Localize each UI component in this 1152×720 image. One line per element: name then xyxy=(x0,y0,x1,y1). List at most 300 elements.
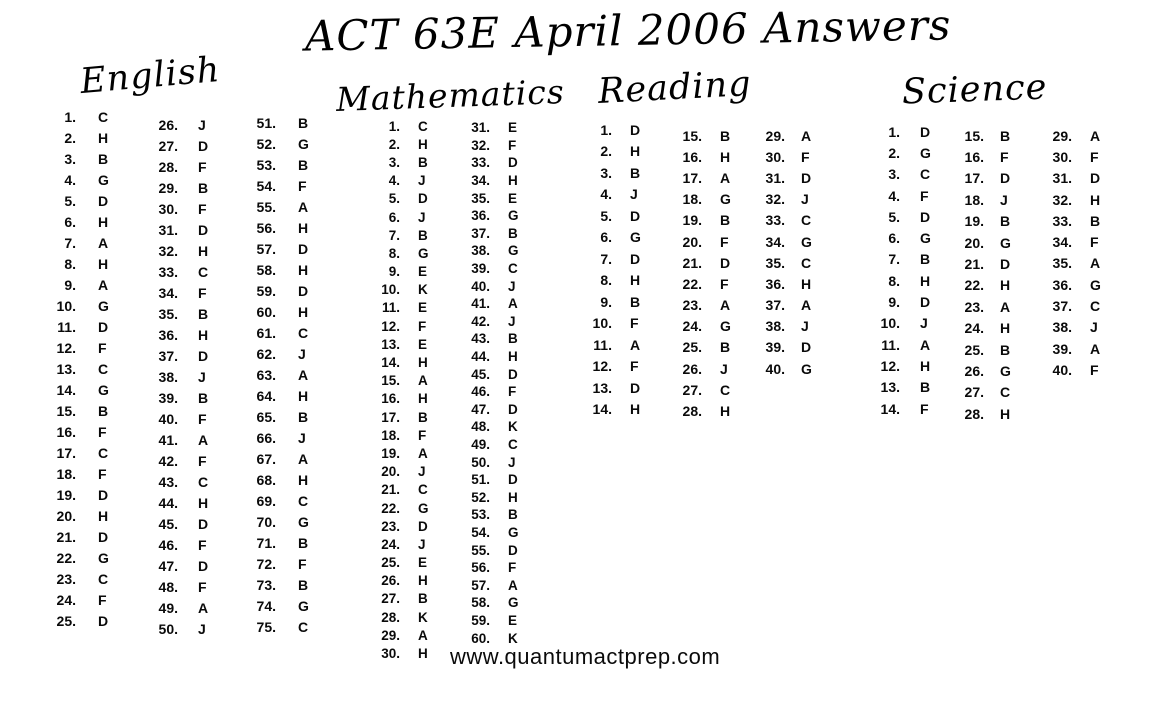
question-number: 50. xyxy=(471,454,490,470)
answer-letter: A xyxy=(418,373,428,389)
answer-letter: F xyxy=(508,137,517,153)
answer-letter: A xyxy=(720,169,731,186)
answer-row xyxy=(138,345,208,366)
answer-row xyxy=(944,253,1011,274)
answer-row xyxy=(860,206,931,227)
english-answers-column-2 xyxy=(138,114,208,639)
answer-letter: A xyxy=(98,276,109,293)
question-number: 44. xyxy=(471,349,490,365)
answer-letter: F xyxy=(198,284,207,301)
question-number: 18. xyxy=(964,191,984,208)
question-number: 57. xyxy=(256,240,276,257)
answer-letter: G xyxy=(98,549,109,566)
question-number: 5. xyxy=(888,208,900,225)
question-number: 3. xyxy=(388,154,400,170)
answer-letter: J xyxy=(508,313,516,329)
question-number: 24. xyxy=(381,536,400,552)
answer-row xyxy=(1032,274,1101,295)
answer-row xyxy=(138,114,208,135)
question-number: 27. xyxy=(964,384,984,401)
question-number: 15. xyxy=(381,373,400,389)
answer-row xyxy=(138,387,208,408)
question-number: 43. xyxy=(158,473,178,490)
answer-letter: C xyxy=(801,254,812,271)
question-number: 2. xyxy=(64,129,76,146)
question-number: 43. xyxy=(471,331,490,347)
answer-row xyxy=(450,401,519,419)
answer-letter: A xyxy=(508,577,518,593)
question-number: 60. xyxy=(471,630,490,646)
answer-letter: G xyxy=(720,191,731,208)
answer-letter: D xyxy=(418,191,428,207)
answer-row xyxy=(360,390,429,408)
answer-row xyxy=(360,372,429,390)
question-number: 6. xyxy=(388,209,400,225)
question-number: 12. xyxy=(381,318,400,334)
question-number: 48. xyxy=(471,419,490,435)
answer-letter: F xyxy=(720,275,729,292)
mathematics-answers-column-1 xyxy=(360,117,429,663)
question-number: 19. xyxy=(381,445,400,461)
answer-letter: C xyxy=(298,492,309,509)
answer-letter: J xyxy=(801,318,809,335)
answer-row xyxy=(662,337,731,358)
answer-row xyxy=(36,358,109,379)
answer-letter: G xyxy=(418,245,429,261)
question-number: 35. xyxy=(765,254,785,271)
answer-letter: H xyxy=(98,507,109,524)
question-number: 74. xyxy=(256,597,276,614)
question-number: 47. xyxy=(158,557,178,574)
answer-letter: B xyxy=(298,156,309,173)
answer-letter: B xyxy=(720,127,731,144)
answer-row xyxy=(36,463,109,484)
answer-row xyxy=(450,383,519,401)
question-number: 55. xyxy=(256,198,276,215)
answer-letter: F xyxy=(630,358,639,375)
answer-letter: F xyxy=(1000,149,1009,166)
answer-row xyxy=(1032,189,1101,210)
answer-row xyxy=(450,242,519,260)
answer-row xyxy=(1032,359,1101,380)
question-number: 21. xyxy=(964,256,984,273)
answer-letter: H xyxy=(1000,277,1011,294)
answer-letter: F xyxy=(98,465,107,482)
answer-row xyxy=(745,252,812,273)
answer-row xyxy=(36,484,109,505)
answer-letter: D xyxy=(630,250,641,267)
question-number: 36. xyxy=(158,326,178,343)
answer-letter: C xyxy=(801,212,812,229)
answer-letter: D xyxy=(920,208,931,225)
answer-row xyxy=(236,280,309,301)
question-number: 39. xyxy=(158,389,178,406)
question-number: 18. xyxy=(381,427,400,443)
answer-letter: D xyxy=(98,192,109,209)
answer-row xyxy=(572,356,641,378)
answer-letter: F xyxy=(98,591,107,608)
question-number: 73. xyxy=(256,576,276,593)
answer-row xyxy=(572,162,641,184)
question-number: 55. xyxy=(471,542,490,558)
answer-row xyxy=(662,316,731,337)
question-number: 25. xyxy=(682,339,702,356)
answer-letter: A xyxy=(98,234,109,251)
answer-row xyxy=(572,270,641,292)
science-answers-column-3 xyxy=(1032,125,1101,381)
question-number: 28. xyxy=(158,158,178,175)
question-number: 17. xyxy=(381,409,400,425)
answer-letter: G xyxy=(98,381,109,398)
answer-row xyxy=(450,524,519,542)
answer-row xyxy=(138,429,208,450)
answer-row xyxy=(572,377,641,399)
answer-row xyxy=(236,112,309,133)
answer-row xyxy=(360,117,429,135)
answer-letter: F xyxy=(198,410,207,427)
answer-row xyxy=(662,146,731,167)
answer-row xyxy=(360,590,429,608)
answer-row xyxy=(236,574,309,595)
answer-row xyxy=(36,190,109,211)
answer-row xyxy=(360,317,429,335)
question-number: 52. xyxy=(256,135,276,152)
question-number: 33. xyxy=(471,155,490,171)
answer-row xyxy=(36,169,109,190)
answer-row xyxy=(450,189,519,207)
question-number: 6. xyxy=(600,229,612,246)
answer-letter: B xyxy=(1090,212,1101,229)
science-answers-column-1 xyxy=(860,121,931,419)
question-number: 8. xyxy=(388,245,400,261)
answer-row xyxy=(138,324,208,345)
answer-row xyxy=(138,135,208,156)
answer-letter: H xyxy=(630,272,641,289)
answer-letter: G xyxy=(508,595,519,611)
question-number: 32. xyxy=(158,242,178,259)
answer-row xyxy=(745,316,812,337)
answer-letter: B xyxy=(1000,127,1011,144)
question-number: 7. xyxy=(64,234,76,251)
answer-letter: K xyxy=(418,609,428,625)
question-number: 40. xyxy=(158,410,178,427)
question-number: 13. xyxy=(592,379,612,396)
answer-letter: D xyxy=(198,137,209,154)
question-number: 58. xyxy=(256,261,276,278)
answer-row xyxy=(138,282,208,303)
answer-row xyxy=(1032,146,1101,167)
answer-letter: H xyxy=(630,401,641,418)
answer-row xyxy=(745,273,812,294)
question-number: 50. xyxy=(158,620,178,637)
answer-row xyxy=(662,295,731,316)
answer-letter: H xyxy=(298,471,309,488)
answer-row xyxy=(138,408,208,429)
answer-row xyxy=(1032,338,1101,359)
answer-letter: A xyxy=(198,599,209,616)
question-number: 38. xyxy=(765,318,785,335)
answer-row xyxy=(745,358,812,379)
question-number: 37. xyxy=(158,347,178,364)
answer-row xyxy=(236,259,309,280)
question-number: 71. xyxy=(256,534,276,551)
question-number: 57. xyxy=(471,577,490,593)
answer-letter: G xyxy=(98,297,109,314)
answer-letter: A xyxy=(198,431,209,448)
question-number: 51. xyxy=(256,114,276,131)
answer-letter: J xyxy=(720,360,728,377)
answer-letter: C xyxy=(920,166,931,183)
answer-letter: H xyxy=(920,357,931,374)
question-number: 30. xyxy=(158,200,178,217)
question-number: 23. xyxy=(964,298,984,315)
question-number: 35. xyxy=(1052,255,1072,272)
question-number: 11. xyxy=(381,300,400,316)
answer-letter: H xyxy=(198,242,209,259)
answer-letter: K xyxy=(418,282,428,298)
answer-letter: C xyxy=(98,570,109,587)
answer-letter: D xyxy=(630,121,641,138)
answer-letter: G xyxy=(508,524,519,540)
question-number: 2. xyxy=(888,144,900,161)
answer-letter: B xyxy=(720,212,731,229)
answer-letter: J xyxy=(298,345,306,362)
answer-row xyxy=(36,379,109,400)
question-number: 42. xyxy=(158,452,178,469)
question-number: 1. xyxy=(888,123,900,140)
question-number: 4. xyxy=(64,171,76,188)
answer-letter: C xyxy=(98,444,109,461)
answer-letter: B xyxy=(720,339,731,356)
question-number: 13. xyxy=(381,336,400,352)
answer-row xyxy=(138,261,208,282)
answer-letter: H xyxy=(630,143,641,160)
question-number: 22. xyxy=(682,275,702,292)
answer-row xyxy=(745,146,812,167)
question-number: 26. xyxy=(381,573,400,589)
answer-letter: F xyxy=(98,339,107,356)
question-number: 39. xyxy=(471,261,490,277)
answer-letter: F xyxy=(1090,148,1099,165)
answer-row xyxy=(36,568,109,589)
answer-row xyxy=(36,442,109,463)
answer-letter: E xyxy=(508,120,518,136)
answer-letter: G xyxy=(298,597,309,614)
english-answers-column-1 xyxy=(36,106,109,631)
answer-row xyxy=(450,260,519,278)
question-number: 16. xyxy=(964,149,984,166)
answer-row xyxy=(860,334,931,355)
question-number: 53. xyxy=(256,156,276,173)
answer-letter: G xyxy=(720,318,731,335)
answer-letter: H xyxy=(298,387,309,404)
answer-row xyxy=(36,232,109,253)
answer-letter: F xyxy=(198,200,207,217)
answer-letter: B xyxy=(1000,341,1011,358)
answer-row xyxy=(138,219,208,240)
answer-row xyxy=(138,366,208,387)
answer-letter: B xyxy=(508,507,518,523)
question-number: 20. xyxy=(964,234,984,251)
answer-letter: B xyxy=(298,408,309,425)
question-number: 40. xyxy=(471,278,490,294)
question-number: 14. xyxy=(381,355,400,371)
answer-letter: D xyxy=(198,515,209,532)
answer-row xyxy=(450,137,519,155)
question-number: 19. xyxy=(56,486,76,503)
question-number: 58. xyxy=(471,595,490,611)
answer-row xyxy=(360,481,429,499)
question-number: 23. xyxy=(682,297,702,314)
answer-row xyxy=(36,211,109,232)
answer-letter: B xyxy=(198,305,209,322)
question-number: 9. xyxy=(64,276,76,293)
answer-letter: H xyxy=(508,489,518,505)
answer-row xyxy=(572,141,641,163)
answer-letter: A xyxy=(801,297,812,314)
answer-letter: H xyxy=(508,349,518,365)
answer-letter: A xyxy=(1090,255,1101,272)
answer-row xyxy=(236,154,309,175)
mathematics-answers-column-2 xyxy=(450,119,519,647)
answer-row xyxy=(360,353,429,371)
question-number: 9. xyxy=(888,294,900,311)
question-number: 7. xyxy=(600,250,612,267)
answer-row xyxy=(138,513,208,534)
question-number: 15. xyxy=(682,127,702,144)
answer-row xyxy=(662,379,731,400)
answer-row xyxy=(662,231,731,252)
answer-row xyxy=(450,541,519,559)
question-number: 21. xyxy=(56,528,76,545)
answer-row xyxy=(662,167,731,188)
answer-letter: F xyxy=(198,158,207,175)
question-number: 62. xyxy=(256,345,276,362)
answer-letter: F xyxy=(1090,234,1099,251)
answer-letter: C xyxy=(298,618,309,635)
answer-letter: H xyxy=(1000,405,1011,422)
answer-letter: A xyxy=(720,297,731,314)
answer-letter: F xyxy=(298,555,307,572)
answer-row xyxy=(360,190,429,208)
answer-row xyxy=(1032,168,1101,189)
answer-row xyxy=(138,618,208,639)
question-number: 30. xyxy=(381,646,400,662)
question-number: 26. xyxy=(682,360,702,377)
answer-letter: J xyxy=(801,191,809,208)
question-number: 4. xyxy=(600,186,612,203)
answer-row xyxy=(745,167,812,188)
question-number: 26. xyxy=(158,116,178,133)
answer-row xyxy=(1032,231,1101,252)
answer-row xyxy=(450,330,519,348)
answer-letter: J xyxy=(508,278,516,294)
answer-letter: D xyxy=(198,557,209,574)
answer-row xyxy=(944,403,1011,424)
answer-letter: H xyxy=(418,355,428,371)
question-number: 25. xyxy=(964,341,984,358)
question-number: 5. xyxy=(64,192,76,209)
answer-letter: H xyxy=(98,213,109,230)
answer-row xyxy=(450,594,519,612)
question-number: 59. xyxy=(256,282,276,299)
answer-letter: H xyxy=(720,403,731,420)
question-number: 36. xyxy=(765,275,785,292)
question-number: 10. xyxy=(56,297,76,314)
question-number: 20. xyxy=(682,233,702,250)
question-number: 23. xyxy=(56,570,76,587)
answer-row xyxy=(36,526,109,547)
answer-row xyxy=(944,146,1011,167)
question-number: 54. xyxy=(256,177,276,194)
answer-letter: G xyxy=(1090,276,1101,293)
answer-row xyxy=(236,616,309,637)
question-number: 29. xyxy=(381,627,400,643)
answer-letter: G xyxy=(1000,362,1011,379)
answer-letter: A xyxy=(1090,127,1101,144)
answer-letter: J xyxy=(1090,319,1098,336)
answer-row xyxy=(662,125,731,146)
question-number: 8. xyxy=(64,255,76,272)
answer-letter: F xyxy=(801,148,810,165)
answer-letter: B xyxy=(920,379,931,396)
answer-row xyxy=(450,154,519,172)
question-number: 12. xyxy=(56,339,76,356)
answer-letter: B xyxy=(1000,213,1011,230)
answer-row xyxy=(360,263,429,281)
answer-row xyxy=(944,382,1011,403)
answer-row xyxy=(360,172,429,190)
question-number: 45. xyxy=(471,366,490,382)
answer-row xyxy=(662,252,731,273)
answer-row xyxy=(36,253,109,274)
answer-letter: C xyxy=(198,263,209,280)
answer-row xyxy=(360,572,429,590)
answer-row xyxy=(236,469,309,490)
question-number: 47. xyxy=(471,401,490,417)
answer-letter: F xyxy=(198,578,207,595)
answer-letter: D xyxy=(801,169,812,186)
answer-letter: E xyxy=(418,300,428,316)
answer-row xyxy=(745,337,812,358)
question-number: 11. xyxy=(881,336,900,353)
answer-letter: J xyxy=(198,620,206,637)
answer-row xyxy=(360,554,429,572)
answer-row xyxy=(138,576,208,597)
question-number: 38. xyxy=(158,368,178,385)
answer-row xyxy=(360,135,429,153)
answer-row xyxy=(860,398,931,419)
answer-letter: H xyxy=(1090,191,1101,208)
question-number: 11. xyxy=(593,336,612,353)
question-number: 66. xyxy=(256,429,276,446)
answer-row xyxy=(662,358,731,379)
answer-letter: J xyxy=(418,209,426,225)
question-number: 16. xyxy=(381,391,400,407)
question-number: 33. xyxy=(765,212,785,229)
question-number: 27. xyxy=(158,137,178,154)
answer-letter: G xyxy=(801,233,812,250)
answer-row xyxy=(944,296,1011,317)
question-number: 29. xyxy=(765,127,785,144)
answer-row xyxy=(36,295,109,316)
answer-letter: D xyxy=(920,294,931,311)
answer-row xyxy=(360,463,429,481)
answer-letter: D xyxy=(508,472,518,488)
answer-row xyxy=(36,337,109,358)
answer-letter: F xyxy=(298,177,307,194)
answer-row xyxy=(944,211,1011,232)
